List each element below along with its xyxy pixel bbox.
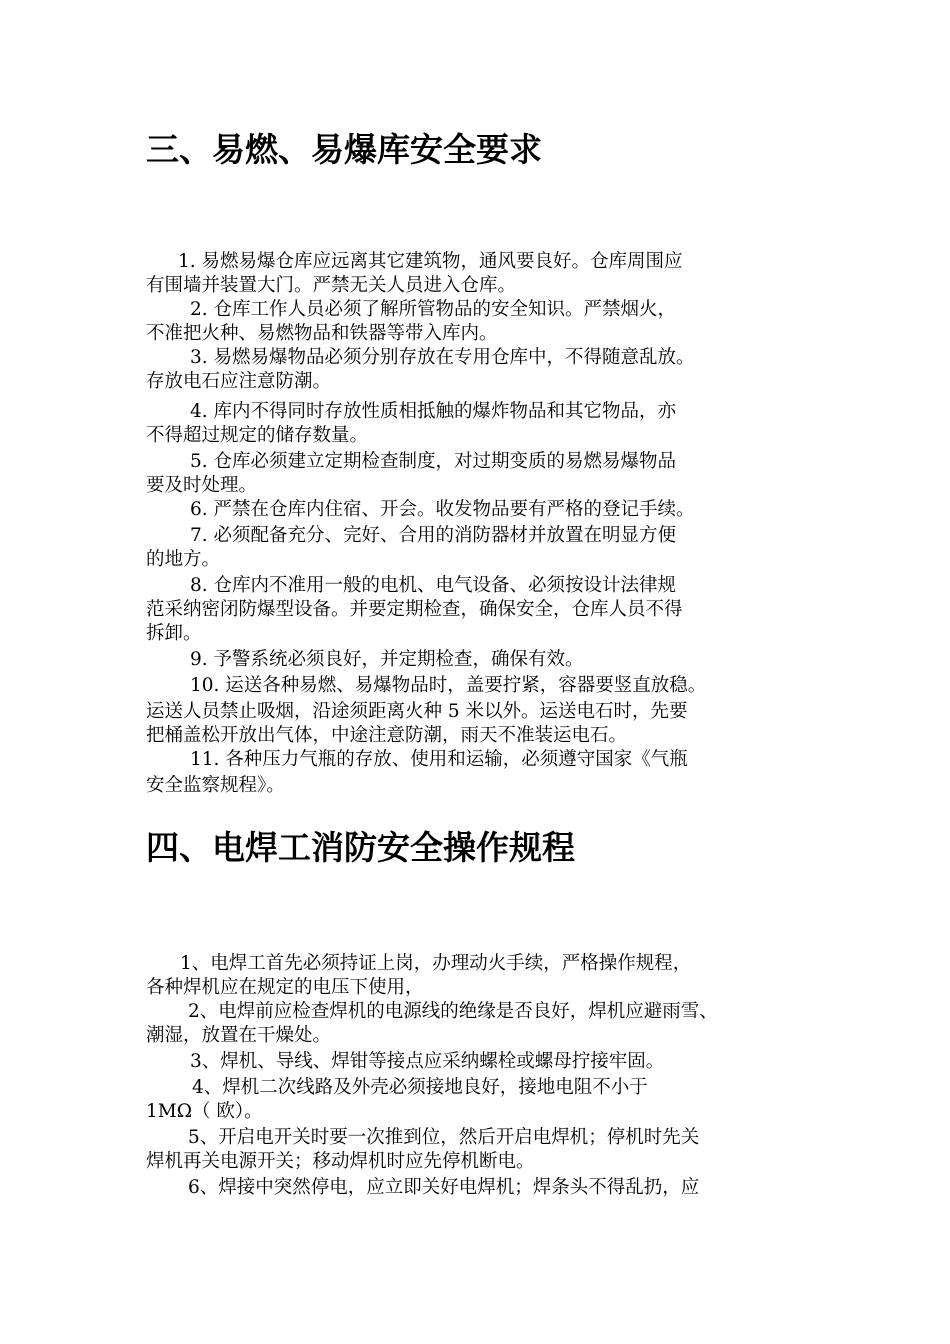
section-3-line: 4. 库内不得同时存放性质相抵触的爆炸物品和其它物品，亦 (190, 401, 677, 422)
section-4-line: 潮湿，放置在干燥处。 (146, 1025, 332, 1046)
section-3-line: 有围墙并装置大门。严禁无关人员进入仓库。 (146, 275, 517, 296)
section-3-line: 安全监察规程》。 (146, 775, 285, 796)
section-4-heading: 四、电焊工消防安全操作规程 (146, 828, 575, 867)
section-4-line: 5、开启电开关时要一次推到位，然后开启电焊机；停机时先关 (188, 1127, 700, 1148)
section-4-line: 3、焊机、导线、焊钳等接点应采纳螺栓或螺母拧接牢固。 (190, 1051, 665, 1072)
section-3-line: 存放电石应注意防潮。 (146, 371, 332, 392)
section-3-line: 11. 各种压力气瓶的存放、使用和运输，必须遵守国家《气瓶 (190, 749, 688, 770)
section-3-line: 范采纳密闭防爆型设备。并要定期检查，确保安全，仓库人员不得 (146, 599, 683, 620)
section-4-line: 6、焊接中突然停电，应立即关好电焊机；焊条头不得乱扔，应 (188, 1177, 700, 1198)
section-4-line: 4、焊机二次线路及外壳必须接地良好，接地电阻不小于 (192, 1077, 648, 1098)
section-4-line: 1MΩ（ 欧）。 (146, 1101, 263, 1122)
section-3-line: 的地方。 (146, 549, 221, 570)
section-4-line: 1、电焊工首先必须持证上岗，办理动火手续，严格操作规程， (180, 953, 692, 974)
section-3-line: 把桶盖松开放出气体，中途注意防潮，雨天不准装运电石。 (146, 725, 628, 746)
section-3-line: 10. 运送各种易燃、易爆物品时，盖要拧紧，容器要竖直放稳。 (190, 675, 707, 696)
section-4-line: 焊机再关电源开关；移动焊机时应先停机断电。 (146, 1151, 535, 1172)
section-3-line: 要及时处理。 (146, 475, 258, 496)
section-3-line: 7. 必须配备充分、完好、合用的消防器材并放置在明显方便 (190, 525, 677, 546)
section-3-line: 3. 易燃易爆物品必须分别存放在专用仓库中，不得随意乱放。 (190, 347, 695, 368)
section-3-line: 5. 仓库必须建立定期检查制度，对过期变质的易燃易爆物品 (190, 451, 677, 472)
section-3-line: 拆卸。 (146, 623, 202, 644)
section-3-line: 不得超过规定的储存数量。 (146, 425, 369, 446)
section-3-line: 运送人员禁止吸烟，沿途须距离火种 5 米以外。运送电石时，先要 (146, 701, 688, 722)
section-4-line: 各种焊机应在规定的电压下使用， (146, 977, 424, 998)
section-3-line: 9. 予警系统必须良好，并定期检查，确保有效。 (190, 649, 584, 670)
section-3-heading: 三、易燃、易爆库安全要求 (146, 130, 542, 169)
section-3-line: 1. 易燃易爆仓库应远离其它建筑物，通风要良好。仓库周围应 (178, 251, 683, 272)
section-3-line: 不准把火种、易燃物品和铁器等带入库内。 (146, 323, 498, 344)
section-3-line: 8. 仓库内不准用一般的电机、电气设备、必须按设计法律规 (190, 575, 677, 596)
section-3-line: 6. 严禁在仓库内住宿、开会。收发物品要有严格的登记手续。 (190, 499, 695, 520)
section-3-line: 2. 仓库工作人员必须了解所管物品的安全知识。严禁烟火， (190, 299, 677, 320)
section-4-line: 2、电焊前应检查焊机的电源线的绝缘是否良好，焊机应避雨雪、 (188, 1001, 718, 1022)
